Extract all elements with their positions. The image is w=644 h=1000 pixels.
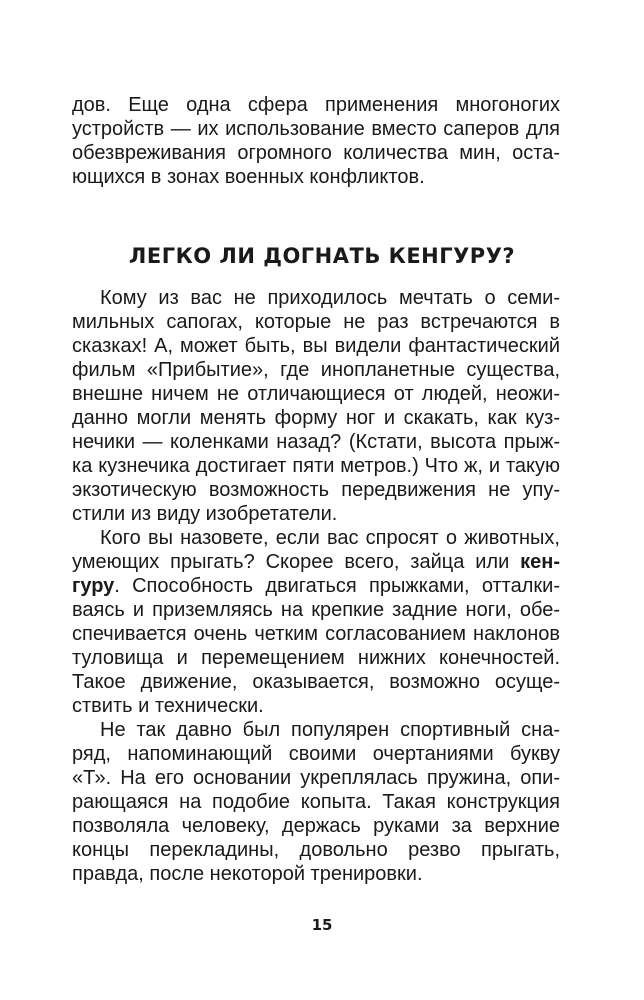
text-line: позволяла человеку, держась руками за верхние xyxy=(72,815,560,837)
text-line: ющихся в зонах военных конфликтов. xyxy=(72,166,425,188)
text-line: фильм «Прибытие», где инопланетные существа, xyxy=(72,359,560,381)
text-line: экзотическую возможность передвижения не упу- xyxy=(72,479,560,501)
text-line: Кого вы назовете, если вас спросят о животных, xyxy=(100,527,560,549)
text-line: ваясь и приземляясь на крепкие задние ноги, обе- xyxy=(72,599,560,621)
text-line: обезвреживания огромного количества мин, оста- xyxy=(72,142,560,164)
text-line: устройств — их использование вместо саперов для xyxy=(72,118,560,140)
text-line: рающаяся на подобие копыта. Такая конструкция xyxy=(72,791,560,813)
paragraph-2 xyxy=(72,526,560,718)
text-line: Не так давно был популярен спортивный сна- xyxy=(100,719,560,741)
text-line: дов. Еще одна сфера применения многоногих xyxy=(72,94,560,116)
intro-paragraph xyxy=(72,93,560,189)
text-line: сказках! А, может быть, вы видели фантастический xyxy=(72,335,560,357)
text-line: спечивается очень четким согласованием наклонов xyxy=(72,623,560,645)
text-run: . Способность двигаться прыжками, отталки- xyxy=(114,575,560,597)
page-number: 15 xyxy=(311,916,333,934)
text-line: ряд, напоминающий своими очертаниями букву xyxy=(72,743,560,765)
section-heading: ЛЕГКО ЛИ ДОГНАТЬ КЕНГУРУ? xyxy=(128,244,516,268)
text-line: мильных сапогах, которые не раз встречаются в xyxy=(72,311,560,333)
text-line: стили из виду изобретатели. xyxy=(72,503,338,525)
paragraph-1 xyxy=(72,286,560,526)
text-line: концы перекладины, довольно резво прыгать, xyxy=(72,839,560,861)
text-line: нечики — коленками назад? (Кстати, высота прыж- xyxy=(72,431,560,453)
text-line xyxy=(72,574,560,598)
text-line: правда, после некоторой тренировки. xyxy=(72,863,423,885)
text-line: ствить и технически. xyxy=(72,695,264,717)
text-line: данно могли менять форму ног и скакать, как куз- xyxy=(72,407,560,429)
bold-term: гуру xyxy=(72,575,115,597)
text-line: Кому из вас не приходилось мечтать о семи- xyxy=(100,287,560,309)
text-line: туловища и перемещением нижних конечностей. xyxy=(72,647,560,669)
text-line: Такое движение, оказывается, возможно осуще- xyxy=(72,671,560,693)
text-run: умеющих прыгать? Скорее всего, зайца или xyxy=(72,551,521,573)
text-line xyxy=(72,550,560,574)
text-line: «Т». На его основании укреплялась пружина, опи- xyxy=(72,767,560,789)
text-line: ка кузнечика достигает пяти метров.) Что ж, и такую xyxy=(72,455,560,477)
bold-term: кен- xyxy=(520,551,560,573)
paragraph-3 xyxy=(72,718,560,886)
text-line: внешне ничем не отличающиеся от людей, неожи- xyxy=(72,383,560,405)
